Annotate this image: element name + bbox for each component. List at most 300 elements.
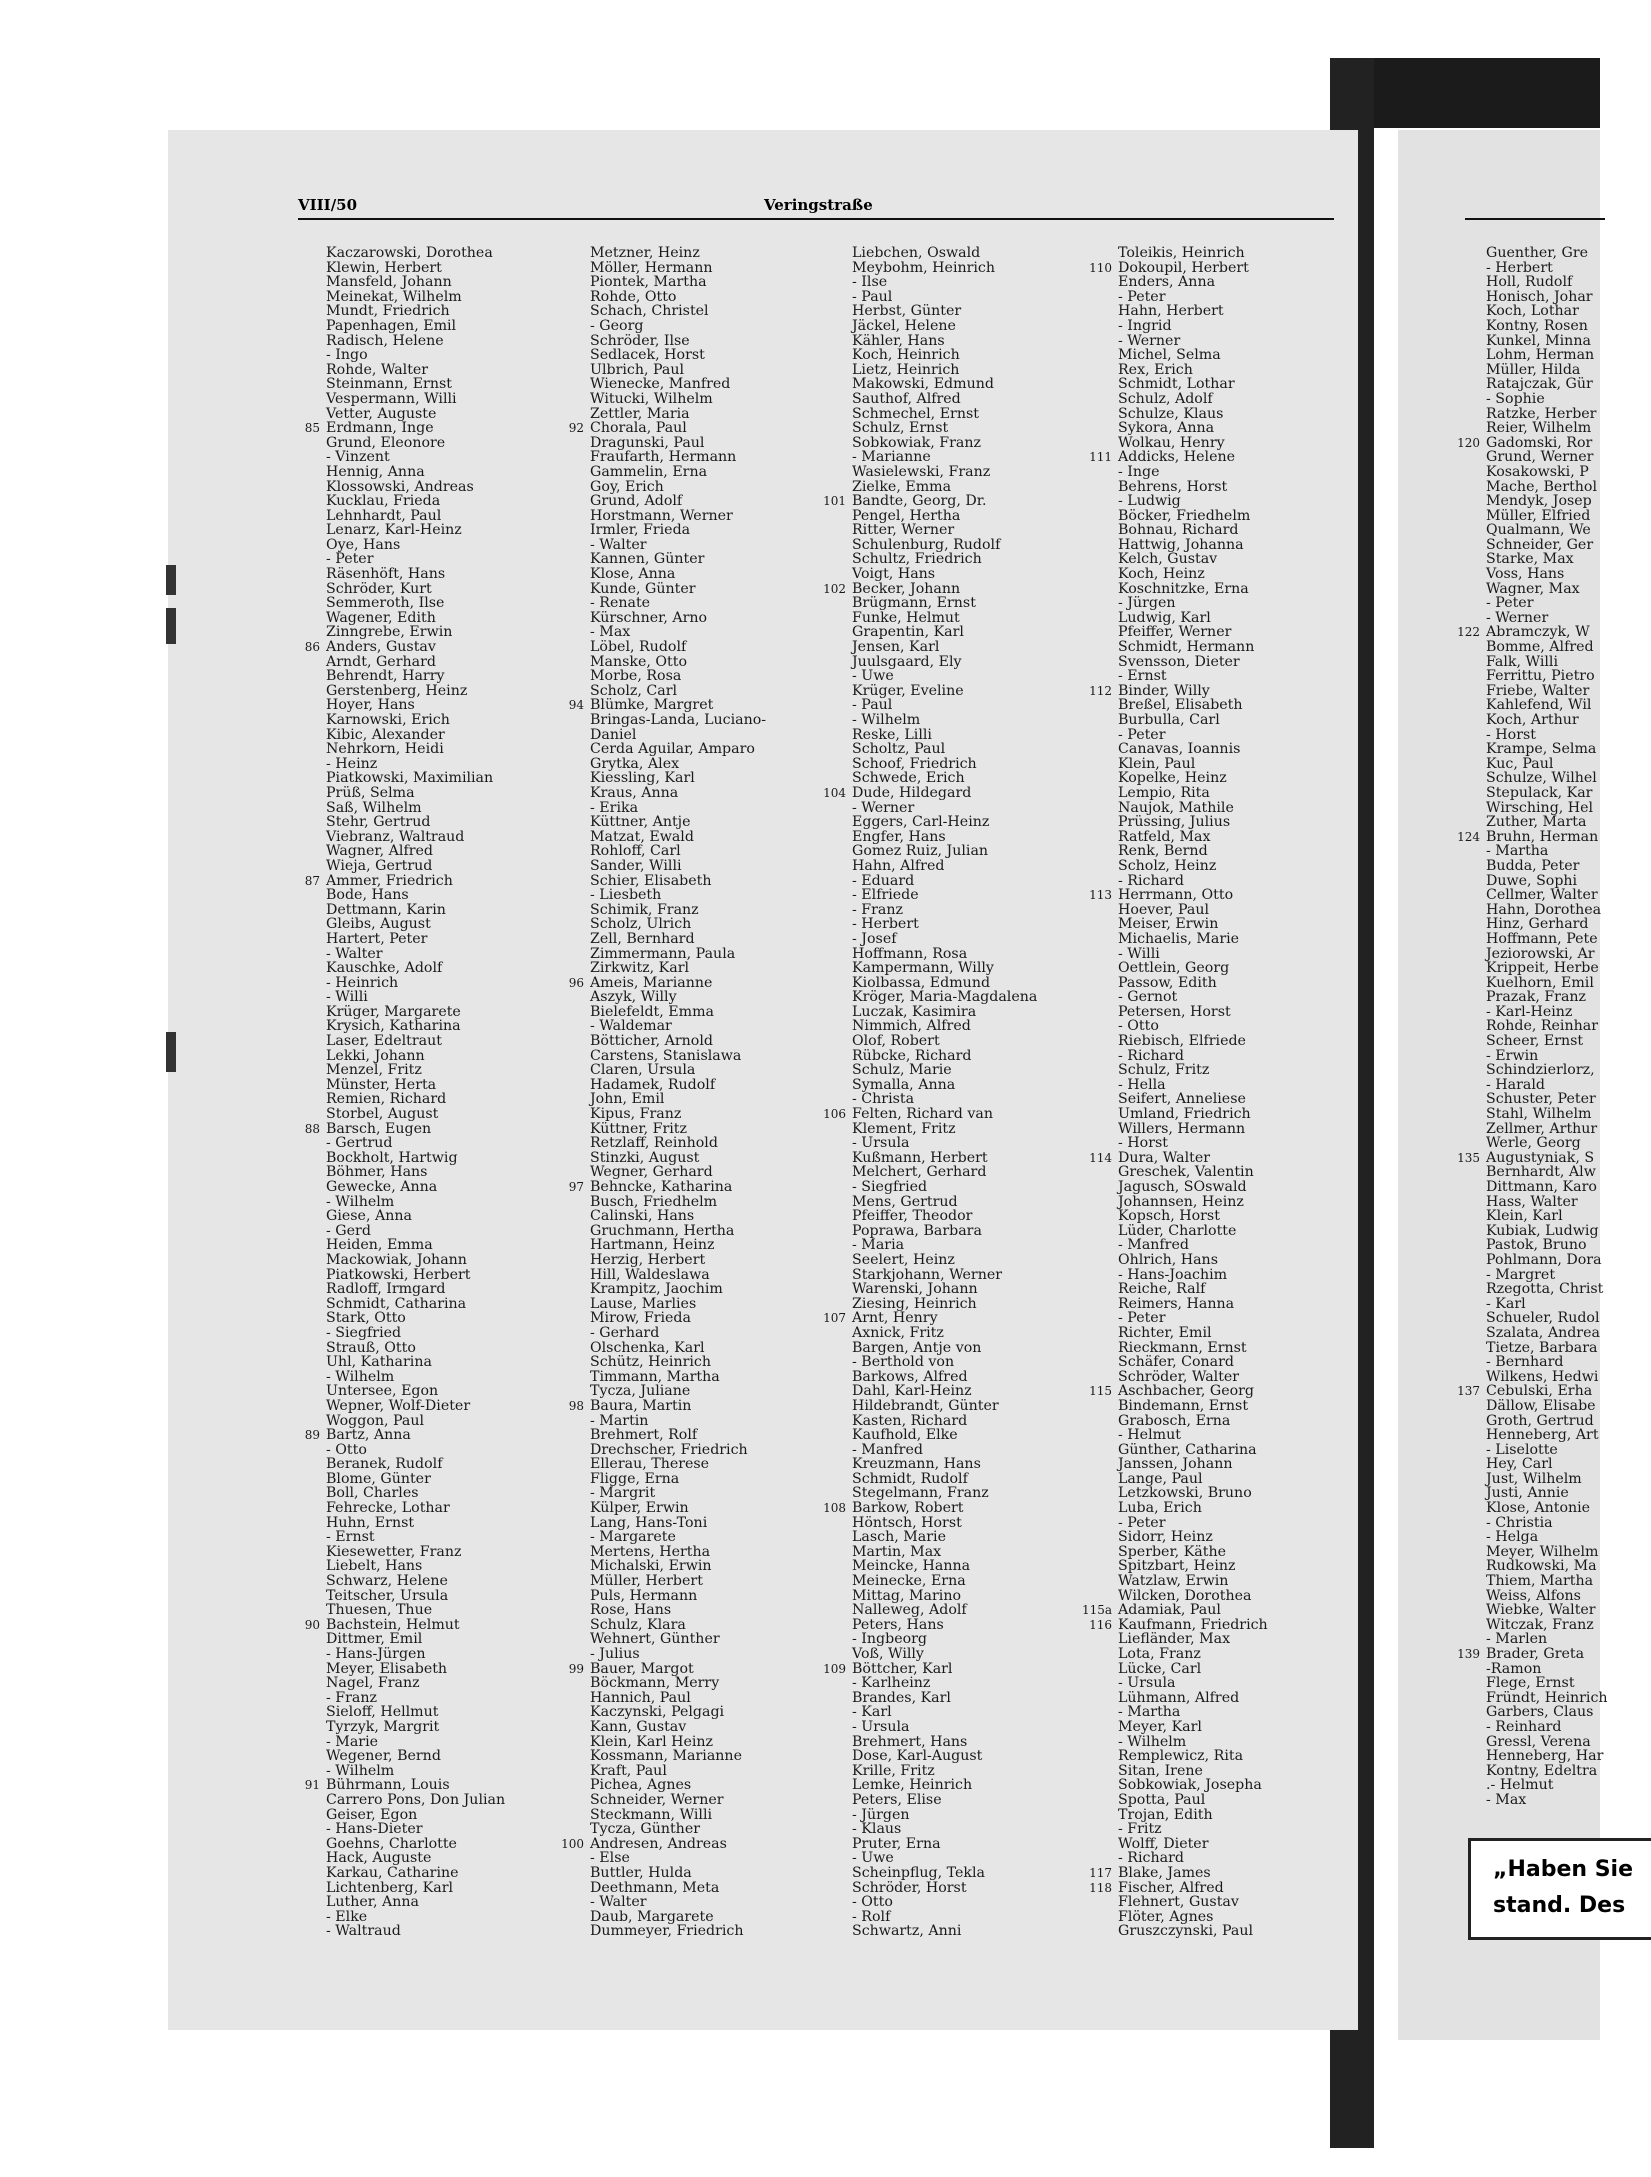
binding-mark (166, 608, 176, 644)
resident-entry (326, 801, 505, 816)
resident-name: - Ursula (1118, 1675, 1176, 1692)
resident-entry (852, 1136, 1037, 1151)
resident-name: Scholtz, Paul (852, 741, 946, 758)
resident-name: Hoffmann, Pete (1486, 930, 1598, 947)
resident-entry (852, 611, 1037, 626)
house-number: 124 (1457, 829, 1480, 844)
resident-entry (852, 1019, 1037, 1034)
resident-name: Kähler, Hans (852, 332, 945, 349)
resident-entry (590, 669, 766, 684)
resident-entry (326, 450, 505, 465)
resident-name: Enders, Anna (1118, 274, 1216, 291)
resident-name: - Klaus (852, 1821, 902, 1838)
resident-entry (1486, 1589, 1608, 1604)
resident-entry (852, 1676, 1037, 1691)
resident-name: Felten, Richard van (852, 1106, 994, 1123)
resident-entry (326, 1472, 505, 1487)
resident-name: Ohlrich, Hans (1118, 1251, 1218, 1268)
resident-name: Piatkowski, Herbert (326, 1266, 471, 1283)
resident-name: Brügmann, Ernst (852, 595, 976, 612)
resident-entry (590, 1735, 766, 1750)
resident-entry (568, 1397, 766, 1414)
resident-entry (1118, 1078, 1268, 1093)
resident-name: Höntsch, Horst (852, 1514, 962, 1531)
resident-name: Nalleweg, Adolf (852, 1602, 967, 1619)
house-number: 104 (823, 785, 846, 800)
resident-name: Gewecke, Anna (326, 1179, 438, 1195)
resident-entry (1486, 742, 1608, 757)
resident-entry (326, 538, 505, 553)
resident-entry (590, 1326, 766, 1341)
resident-name: Bindemann, Ernst (1118, 1397, 1249, 1414)
resident-name: Poprawa, Barbara (852, 1222, 982, 1239)
resident-name: - Peter (1486, 595, 1534, 612)
resident-name: Tycza, Juliane (590, 1383, 691, 1400)
resident-entry (590, 1341, 766, 1356)
resident-entry (326, 567, 505, 582)
resident-name: - Ernst (326, 1529, 375, 1546)
resident-entry (852, 377, 1037, 392)
resident-entry (590, 1749, 766, 1764)
resident-name: Kröger, Maria-Magdalena (852, 989, 1038, 1006)
resident-entry (1486, 990, 1608, 1005)
resident-name: Wehnert, Günther (590, 1631, 720, 1648)
resident-entry (1486, 1764, 1608, 1779)
resident-entry (1486, 961, 1608, 976)
resident-name: - Wilhelm (326, 1368, 395, 1385)
resident-name: Bernhardt, Alw (1486, 1164, 1596, 1181)
resident-entry (1118, 1720, 1268, 1735)
resident-name: Schmidt, Rudolf (852, 1470, 968, 1487)
resident-entry (1486, 1268, 1608, 1283)
resident-name: Tietze, Barbara (1486, 1339, 1598, 1356)
directory-column-1 (304, 245, 506, 1940)
resident-entry (1118, 480, 1268, 495)
resident-name: Binder, Willy (1118, 682, 1210, 699)
resident-name: Honisch, Johar (1486, 288, 1593, 305)
house-number: 137 (1457, 1384, 1480, 1399)
resident-name: Carstens, Stanislawa (590, 1047, 742, 1064)
resident-entry (1486, 377, 1608, 392)
resident-entry (1486, 538, 1608, 553)
resident-entry (1081, 1602, 1268, 1619)
resident-entry (823, 1106, 1037, 1123)
resident-name: Nehrkorn, Heidi (326, 741, 444, 758)
resident-name: - Helga (1486, 1529, 1539, 1546)
resident-entry (590, 888, 766, 903)
resident-entry (1118, 932, 1268, 947)
resident-entry (852, 1516, 1037, 1531)
resident-entry (326, 1924, 505, 1939)
resident-entry (326, 552, 505, 567)
resident-entry (590, 1165, 766, 1180)
resident-entry (852, 1370, 1037, 1385)
resident-name: Liebelt, Hans (326, 1558, 423, 1575)
resident-name: Kopelke, Heinz (1118, 770, 1227, 787)
resident-entry (1118, 1428, 1268, 1443)
resident-name: Schindzierlorz, (1486, 1062, 1595, 1079)
resident-entry (326, 1603, 505, 1618)
resident-entry (1118, 1822, 1268, 1837)
resident-name: Wasielewski, Franz (852, 463, 991, 480)
resident-name: Mansfeld, Johann (326, 274, 452, 291)
resident-name: - Elfriede (852, 887, 919, 904)
resident-name: Toleikis, Heinrich (1118, 245, 1245, 261)
resident-entry (1118, 582, 1268, 597)
house-number: 87 (304, 873, 320, 888)
resident-name: Rieckmann, Ernst (1118, 1339, 1247, 1356)
resident-entry (1118, 1092, 1268, 1107)
resident-entry (1118, 1676, 1268, 1691)
resident-entry (590, 874, 766, 889)
resident-name: Luther, Anna (326, 1894, 420, 1911)
resident-name: Blake, James (1118, 1864, 1211, 1881)
resident-name: Kiolbassa, Edmund (852, 974, 991, 991)
resident-name: Canavas, Ioannis (1118, 741, 1241, 758)
resident-entry (1118, 1399, 1268, 1414)
resident-entry (1486, 1720, 1608, 1735)
resident-entry (590, 1545, 766, 1560)
resident-entry (852, 1472, 1037, 1487)
resident-name: Letzkowski, Bruno (1118, 1485, 1252, 1502)
resident-entry (326, 932, 505, 947)
resident-name: Grytka, Alex (590, 755, 680, 772)
resident-name: Lang, Hans-Toni (590, 1514, 708, 1531)
resident-name: Wagner, Alfred (326, 843, 433, 860)
resident-entry (852, 1049, 1037, 1064)
resident-name: Grund, Adolf (590, 493, 683, 510)
resident-name: Kuelhorn, Emil (1486, 974, 1594, 991)
resident-name: - Karl (852, 1704, 892, 1721)
resident-entry (326, 304, 505, 319)
resident-name: - Vinzent (326, 449, 390, 466)
resident-name: Justi, Annie (1486, 1485, 1569, 1502)
resident-name: Untersee, Egon (326, 1383, 439, 1400)
resident-entry (590, 1414, 766, 1429)
resident-name: Grabosch, Erna (1118, 1412, 1231, 1429)
resident-name: Schulz, Fritz (1118, 1062, 1210, 1079)
resident-name: Witczak, Franz (1486, 1616, 1594, 1633)
resident-name: Wiebke, Walter (1486, 1602, 1596, 1619)
resident-entry (852, 1253, 1037, 1268)
resident-name: Flöter, Agnes (1118, 1908, 1214, 1925)
resident-entry (1118, 742, 1268, 757)
resident-entry (1118, 246, 1268, 261)
resident-entry (326, 582, 505, 597)
resident-name: Voigt, Hans (852, 566, 936, 583)
binding-mark (166, 565, 176, 595)
resident-entry (1486, 757, 1608, 772)
resident-entry (1118, 334, 1268, 349)
resident-name: Lause, Marlies (590, 1295, 697, 1312)
resident-entry (1089, 449, 1268, 466)
resident-name: - Horst (1118, 1135, 1168, 1152)
resident-entry (1118, 961, 1268, 976)
resident-name: - Otto (1118, 1018, 1159, 1035)
resident-name: Manske, Otto (590, 653, 687, 670)
resident-entry (1118, 1574, 1268, 1589)
resident-name: Hass, Walter (1486, 1193, 1578, 1210)
resident-name: Ferrittu, Pietro (1486, 668, 1595, 685)
resident-entry (1486, 1049, 1608, 1064)
resident-name: Dittmann, Karo (1486, 1179, 1597, 1195)
resident-entry (1486, 1034, 1608, 1049)
resident-name: Lücke, Carl (1118, 1660, 1202, 1677)
resident-name: Kaufmann, Friedrich (1118, 1616, 1268, 1633)
resident-entry (1486, 348, 1608, 363)
resident-name: Stegelmann, Franz (852, 1485, 989, 1502)
resident-name: Blümke, Margret (590, 697, 714, 714)
resident-name: Peters, Elise (852, 1791, 942, 1808)
resident-entry (1118, 1238, 1268, 1253)
resident-entry (326, 976, 505, 991)
resident-name: Kaczarowski, Dorothea (326, 245, 493, 261)
resident-name: - Gerd (326, 1222, 371, 1239)
resident-name: Klein, Paul (1118, 755, 1196, 772)
resident-name: Starkjohann, Werner (852, 1266, 1003, 1283)
resident-name: Mertens, Hertha (590, 1543, 711, 1560)
resident-name: Ellerau, Therese (590, 1456, 710, 1473)
house-number: 98 (568, 1398, 584, 1413)
resident-entry (852, 1808, 1037, 1823)
resident-name: Schulz, Ernst (852, 420, 949, 437)
resident-name: Klewin, Herbert (326, 259, 442, 276)
resident-entry (326, 830, 505, 845)
resident-entry (852, 830, 1037, 845)
page-reference: VIII/50 (298, 196, 358, 214)
resident-entry (823, 493, 1037, 510)
resident-name: Krüger, Eveline (852, 682, 964, 699)
resident-entry (1118, 1545, 1268, 1560)
street-title: Veringstraße (764, 196, 873, 214)
resident-entry (1118, 1691, 1268, 1706)
resident-name: Burbulla, Carl (1118, 712, 1220, 728)
house-number: 113 (1089, 888, 1112, 903)
resident-entry (326, 655, 505, 670)
resident-entry (852, 669, 1037, 684)
resident-name: - Martha (1118, 1704, 1181, 1721)
resident-name: Deethmann, Meta (590, 1879, 720, 1896)
resident-entry (326, 1165, 505, 1180)
resident-name: Herbst, Günter (852, 303, 962, 320)
resident-name: - Richard (1118, 1850, 1184, 1867)
resident-name: Meyer, Wilhelm (1486, 1543, 1599, 1560)
resident-entry (852, 1005, 1037, 1020)
resident-entry (1118, 1326, 1268, 1341)
resident-entry (1118, 917, 1268, 932)
resident-entry (1486, 1691, 1608, 1706)
resident-name: - Paul (852, 697, 893, 714)
resident-name: Axnick, Fritz (852, 1324, 944, 1341)
resident-entry (590, 815, 766, 830)
resident-entry (1486, 1472, 1608, 1487)
resident-name: Lange, Paul (1118, 1470, 1203, 1487)
resident-entry (1118, 1530, 1268, 1545)
resident-name: Eggers, Carl-Heinz (852, 814, 990, 831)
resident-entry (1118, 363, 1268, 378)
resident-entry (1486, 669, 1608, 684)
resident-name: Schier, Elisabeth (590, 872, 712, 889)
resident-entry (1486, 1165, 1608, 1180)
resident-entry (1118, 319, 1268, 334)
resident-name: Mens, Gertrud (852, 1193, 958, 1210)
resident-entry (1486, 1326, 1608, 1341)
resident-entry (1118, 1837, 1268, 1852)
resident-entry (1118, 990, 1268, 1005)
resident-entry (1118, 465, 1268, 480)
resident-name: Funke, Helmut (852, 609, 960, 626)
resident-entry (852, 1355, 1037, 1370)
resident-name: Riebisch, Elfriede (1118, 1033, 1246, 1050)
resident-entry (1118, 407, 1268, 422)
resident-entry (590, 1486, 766, 1501)
resident-name: Friebe, Walter (1486, 682, 1590, 699)
resident-entry (590, 611, 766, 626)
resident-name: Heiden, Emma (326, 1237, 433, 1254)
resident-name: Brandes, Karl (852, 1689, 951, 1706)
resident-name: .- Helmut (1486, 1777, 1554, 1794)
resident-name: Sitan, Irene (1118, 1762, 1203, 1779)
resident-name: Lüder, Charlotte (1118, 1222, 1237, 1239)
resident-entry (590, 1764, 766, 1779)
resident-entry (590, 1866, 766, 1881)
resident-name: Ratajczak, Gür (1486, 376, 1593, 393)
resident-entry (852, 1778, 1037, 1793)
resident-name: Bachstein, Helmut (326, 1616, 460, 1633)
resident-entry (1118, 1311, 1268, 1326)
resident-entry (1118, 669, 1268, 684)
resident-entry (1118, 348, 1268, 363)
resident-entry (823, 784, 1037, 801)
resident-name: Karnowski, Erich (326, 712, 450, 728)
resident-entry (590, 844, 766, 859)
house-number: 86 (304, 640, 320, 655)
resident-name: Dose, Karl-August (852, 1748, 983, 1765)
resident-entry (590, 494, 766, 509)
resident-entry (590, 713, 766, 728)
resident-entry (1486, 1574, 1608, 1589)
resident-entry (1089, 1616, 1268, 1633)
house-number: 135 (1457, 1150, 1480, 1165)
resident-entry (326, 1370, 505, 1385)
resident-entry (852, 596, 1037, 611)
resident-name: Schueler, Rudol (1486, 1310, 1600, 1327)
resident-entry (326, 1910, 505, 1925)
resident-entry (1486, 903, 1608, 918)
resident-entry (1486, 1107, 1608, 1122)
resident-name: Luczak, Kasimira (852, 1003, 977, 1020)
resident-entry (326, 1092, 505, 1107)
resident-name: - Ursula (852, 1135, 910, 1152)
resident-name: Dura, Walter (1118, 1149, 1210, 1166)
resident-entry (1118, 1414, 1268, 1429)
resident-name: Geiser, Egon (326, 1806, 418, 1823)
resident-entry (1486, 1457, 1608, 1472)
resident-name: Bruhn, Herman (1486, 828, 1599, 845)
resident-name: Breßel, Elisabeth (1118, 697, 1243, 714)
resident-entry (1118, 903, 1268, 918)
resident-name: Kucklau, Frieda (326, 493, 441, 510)
resident-name: - Walter (326, 945, 383, 962)
resident-entry (852, 1326, 1037, 1341)
resident-name: Greschek, Valentin (1118, 1164, 1254, 1181)
advertisement-box (1468, 1838, 1651, 1940)
resident-name: Weiss, Alfons (1486, 1587, 1581, 1604)
resident-name: - Rolf (852, 1908, 891, 1925)
resident-name: Renk, Bernd (1118, 843, 1208, 860)
resident-entry (590, 625, 766, 640)
resident-entry (852, 1238, 1037, 1253)
resident-name: - Waltraud (326, 1923, 401, 1940)
resident-name: Reimers, Hanna (1118, 1295, 1235, 1312)
resident-name: Beranek, Rudolf (326, 1456, 443, 1473)
resident-name: Kürschner, Arno (590, 609, 708, 626)
resident-name: - Marie (326, 1733, 379, 1750)
resident-entry (590, 1720, 766, 1735)
resident-name: Guenther, Gre (1486, 245, 1588, 261)
resident-entry (1486, 596, 1608, 611)
resident-name: - Helmut (1118, 1427, 1181, 1444)
resident-name: Warenski, Johann (852, 1281, 978, 1298)
resident-entry (852, 450, 1037, 465)
resident-name: Kampermann, Willy (852, 960, 994, 977)
resident-name: Budda, Peter (1486, 857, 1580, 874)
resident-name: Schmidt, Catharina (326, 1295, 467, 1312)
resident-entry (1118, 523, 1268, 538)
resident-entry (326, 1735, 505, 1750)
resident-entry (1118, 1049, 1268, 1064)
resident-name: Garbers, Claus (1486, 1704, 1594, 1721)
resident-entry (326, 275, 505, 290)
resident-entry (590, 1603, 766, 1618)
resident-entry (1118, 713, 1268, 728)
resident-name: Stepulack, Kar (1486, 784, 1593, 801)
resident-entry (326, 611, 505, 626)
resident-entry (823, 1660, 1037, 1677)
resident-entry (1118, 1808, 1268, 1823)
resident-entry (1486, 1662, 1608, 1677)
resident-name: Baura, Martin (590, 1397, 692, 1414)
resident-name: Giese, Anna (326, 1208, 412, 1225)
resident-name: - Werner (852, 799, 915, 816)
resident-name: Prüß, Selma (326, 784, 415, 801)
resident-name: Voß, Willy (852, 1646, 924, 1662)
resident-name: - Siegfried (852, 1179, 928, 1195)
resident-entry (326, 1574, 505, 1589)
resident-name: Ameis, Marianne (590, 974, 713, 991)
resident-name: - Otto (326, 1441, 367, 1458)
resident-name: Schulenburg, Rudolf (852, 536, 1001, 553)
resident-name: Pfeiffer, Theodor (852, 1208, 973, 1225)
resident-name: - Jürgen (1118, 595, 1176, 612)
resident-entry (590, 1808, 766, 1823)
resident-name: Kasten, Richard (852, 1412, 968, 1429)
resident-name: - Berthold von (852, 1354, 955, 1371)
resident-name: Schoof, Friedrich (852, 755, 977, 772)
resident-entry (1486, 1019, 1608, 1034)
resident-entry (852, 1545, 1037, 1560)
resident-name: - Wilhelm (326, 1762, 395, 1779)
directory-column-5 (1457, 245, 1608, 1808)
resident-name: Wolkau, Henry (1118, 434, 1225, 451)
house-number: 99 (568, 1661, 584, 1676)
resident-name: Claren, Ursula (590, 1062, 696, 1079)
resident-entry (1118, 1501, 1268, 1516)
resident-entry (852, 465, 1037, 480)
resident-name: Thiem, Martha (1486, 1573, 1594, 1590)
resident-name: Michel, Selma (1118, 347, 1221, 364)
resident-entry (1118, 1355, 1268, 1370)
